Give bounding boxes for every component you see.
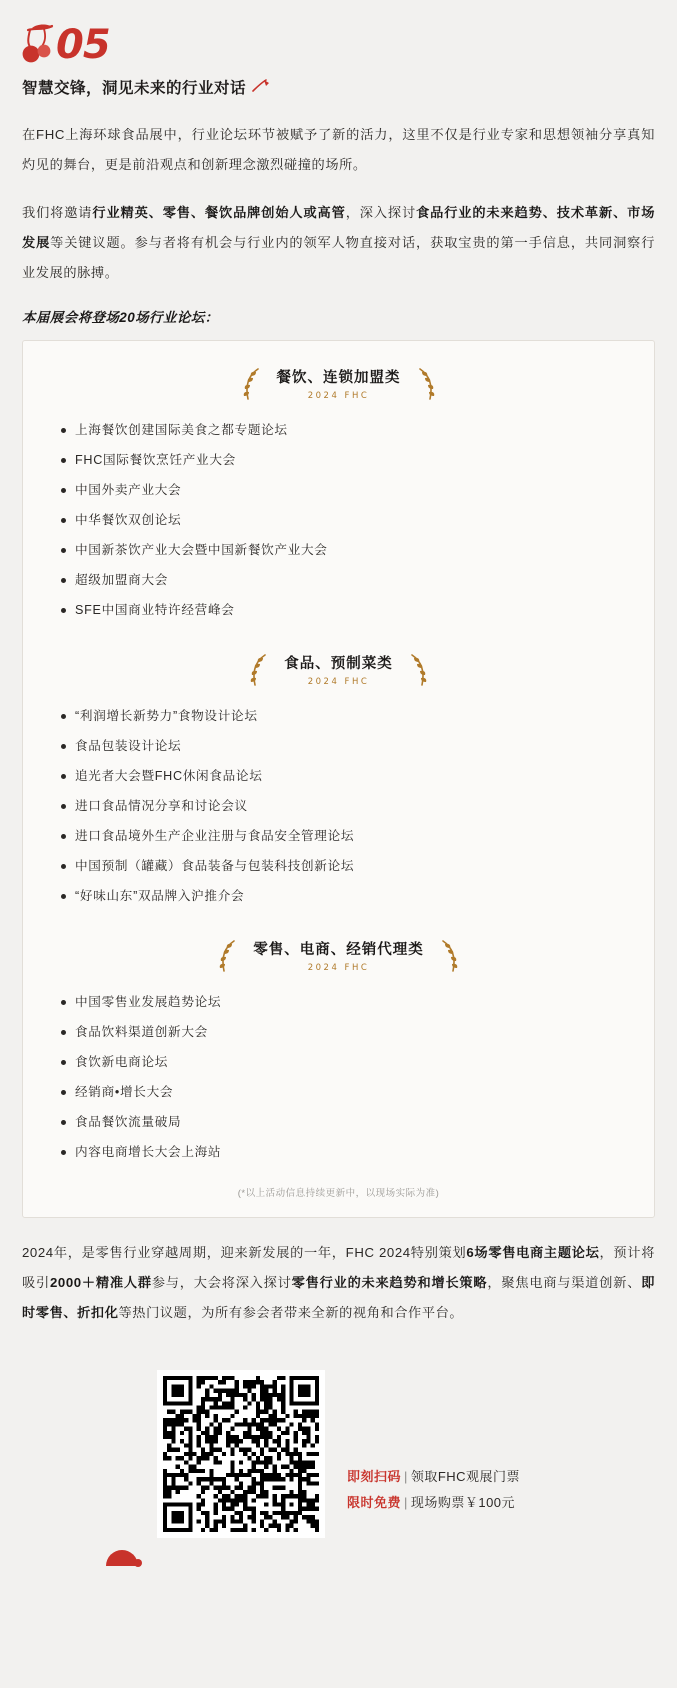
laurel-left-icon: [241, 367, 263, 401]
section-number: 05: [56, 22, 110, 68]
text-run-3: 2000＋精准人群: [49, 1275, 152, 1290]
forum-list-item: 食品包装设计论坛: [75, 731, 636, 761]
forum-list: [41, 987, 636, 1167]
qr-line-2-label: 限时免费: [346, 1495, 401, 1510]
forum-list: [41, 415, 636, 625]
category-name: 食品、预制菜类: [284, 655, 393, 672]
forum-list-item: 食品餐饮流量破局: [75, 1107, 636, 1137]
laurel-right-icon: [415, 367, 437, 401]
forum-card: [22, 340, 655, 1218]
intro-paragraph-2: [22, 198, 655, 288]
laurel-right-icon: [438, 939, 460, 973]
qr-line-2: [347, 1490, 520, 1516]
text-run-1: 行业精英、零售、餐饮品牌创始人或高管: [92, 205, 346, 220]
category-name: 餐饮、连锁加盟类: [276, 369, 401, 386]
intro-section: [0, 98, 677, 326]
forum-list-item: 经销商•增长大会: [75, 1077, 636, 1107]
forum-list-item: “好味山东”双品牌入沪推介会: [75, 881, 636, 911]
forum-list: [41, 701, 636, 911]
forum-list-item: 食品饮料渠道创新大会: [75, 1017, 636, 1047]
category-title-block: [284, 654, 393, 687]
qr-line-1: [347, 1464, 520, 1490]
qr-footer: [0, 1370, 677, 1538]
text-run-7: 即时零售、折扣化: [22, 1275, 655, 1320]
qr-text-block: [347, 1464, 520, 1538]
category-header: [41, 647, 636, 689]
forum-list-item: 内容电商增长大会上海站: [75, 1137, 636, 1167]
page-title-text: 智慧交锋，洞见未来的行业对话: [22, 80, 247, 97]
forum-category: [41, 647, 636, 911]
text-run-3: 食品行业的未来趋势、技术革新、市场发展: [22, 205, 656, 250]
section-badge: [22, 18, 655, 68]
laurel-left-icon: [217, 939, 239, 973]
text-run-0: 我们将邀请: [22, 205, 93, 220]
text-run-1: 6场零售电商主题论坛: [466, 1245, 600, 1260]
text-run-5: 零售行业的未来趋势和增长策略: [291, 1275, 488, 1290]
text-run-2: ，深入探讨: [345, 205, 417, 220]
laurel-left-icon: [248, 653, 270, 687]
category-title-block: [253, 940, 424, 973]
category-header: [41, 933, 636, 975]
text-run-0: 2024年，是零售行业穿越周期，迎来新发展的一年，FHC 2024特别策划: [22, 1245, 467, 1260]
forum-list-item: 超级加盟商大会: [75, 565, 636, 595]
qr-canvas: [163, 1376, 319, 1532]
text-run-2: ，预计将吸引: [22, 1245, 655, 1290]
forum-lead-note: 本届展会将登场20场行业论坛：: [22, 310, 219, 325]
forum-list-item: FHC国际餐饮烹饪产业大会: [75, 445, 636, 475]
qr-line-1-text: 领取FHC观展门票: [410, 1469, 521, 1484]
forum-list-item: 追光者大会暨FHC休闲食品论坛: [75, 761, 636, 791]
pen-icon: [252, 79, 270, 96]
intro-paragraph-1: 在FHC上海环球食品展中，行业论坛环节被赋予了新的活力，这里不仅是行业专家和思想领袖分享真知灼见的舞台，更是前沿观点和创新理念激烈碰撞的场所。: [22, 127, 655, 172]
qr-line-2-text: 现场购票￥100元: [410, 1495, 516, 1510]
laurel-right-icon: [407, 653, 429, 687]
forum-list-item: 上海餐饮创建国际美食之都专题论坛: [75, 415, 636, 445]
forum-list-item: 中国新茶饮产业大会暨中国新餐饮产业大会: [75, 535, 636, 565]
closing-section: [0, 1218, 677, 1328]
forum-list-item: 中国预制（罐藏）食品装备与包装科技创新论坛: [75, 851, 636, 881]
forum-list-item: SFE中国商业特许经营峰会: [75, 595, 636, 625]
text-run-8: 等热门议题，为所有参会者带来全新的视角和合作平台。: [118, 1305, 464, 1320]
text-run-6: ，聚焦电商与渠道创新、: [487, 1275, 642, 1290]
forum-list-item: 中华餐饮双创论坛: [75, 505, 636, 535]
forum-list-item: 进口食品境外生产企业注册与食品安全管理论坛: [75, 821, 636, 851]
forum-category: [41, 933, 636, 1167]
category-subtitle: 2024 FHC: [307, 962, 370, 973]
card-disclaimer: (*以上活动信息持续更新中，以现场实际为准): [237, 1188, 440, 1199]
cherry-icon: [22, 24, 58, 64]
qr-sep-1: |: [403, 1469, 408, 1484]
text-run-4: 等关键议题。参与者将有机会与行业内的领军人物直接对话，获取宝贵的第一手信息，共同洞察行业发展的脉搏。: [22, 235, 656, 280]
header: [0, 0, 677, 98]
forum-list-item: 进口食品情况分享和讨论会议: [75, 791, 636, 821]
closing-paragraph: [22, 1238, 655, 1328]
half-circle-icon: [104, 1548, 144, 1568]
forum-list-item: 中国零售业发展趋势论坛: [75, 987, 636, 1017]
forum-category: [41, 361, 636, 625]
forum-list-item: 中国外卖产业大会: [75, 475, 636, 505]
qr-sep-2: |: [403, 1495, 408, 1510]
footer-decoration: [0, 1548, 677, 1573]
forum-list-item: “利润增长新势力”食物设计论坛: [75, 701, 636, 731]
category-name: 零售、电商、经销代理类: [253, 941, 424, 958]
category-subtitle: 2024 FHC: [307, 390, 370, 401]
qr-code-icon[interactable]: [157, 1370, 325, 1538]
forum-list-item: 食饮新电商论坛: [75, 1047, 636, 1077]
category-subtitle: 2024 FHC: [307, 676, 370, 687]
text-run-4: 参与，大会将深入探讨: [151, 1275, 292, 1290]
category-title-block: [277, 368, 401, 401]
page-title: [22, 76, 655, 98]
category-header: [41, 361, 636, 403]
qr-line-1-label: 即刻扫码: [346, 1469, 401, 1484]
